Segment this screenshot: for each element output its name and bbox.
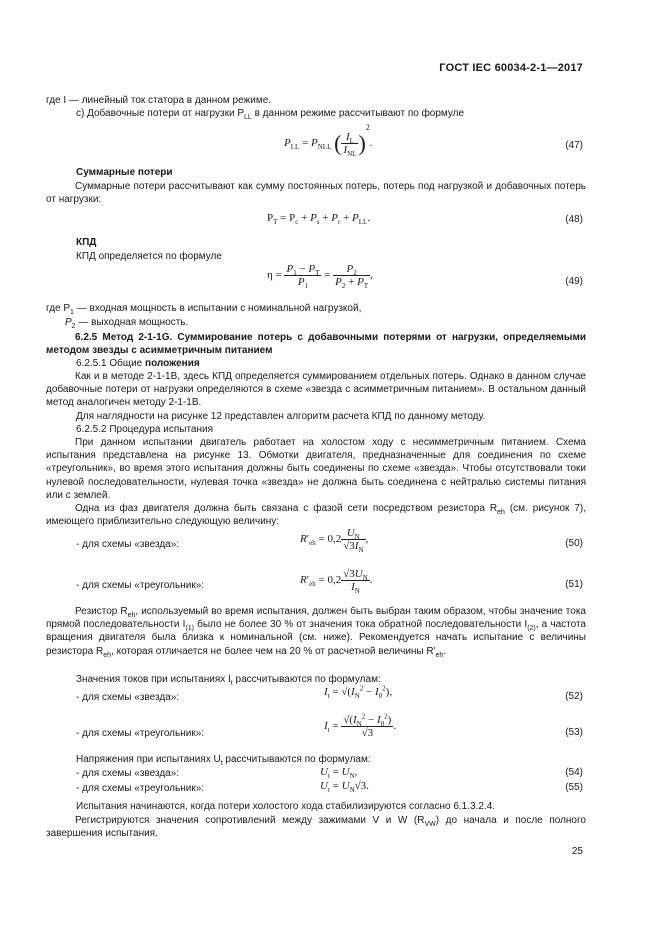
efficiency-heading: КПД <box>76 237 97 248</box>
equation-number-51: (51) <box>565 579 583 590</box>
formula-55: $U_t = U_N√3$. <box>320 780 369 795</box>
total-losses-heading: Суммарные потери <box>76 167 173 178</box>
test-procedure-paragraph: При данном испытании двигатель работает на холостом ходу с несимметричным питанием. Схема испытания представлена на рисунке 13. Обмотки двигателя, предназначенные для соединения по схеме «треугольник», во время этого испытания должны быть соединены по схеме «звезда». Чтобы отсутствовали токи нулевой последовательности, нулевая точка «звезда» не должна быть соединена с нейтралью системы питания или с землей. <box>46 437 586 501</box>
where-p1: где $P_1$ — входная мощность в испытании с номинальной нагрузкой, <box>46 303 362 316</box>
equation-number-49: (49) <box>565 276 583 287</box>
formula-52: $I_t = √(I_N^2 - I_0^2)$, <box>324 684 393 701</box>
equation-number-47: (47) <box>565 140 583 151</box>
section-6-2-5-1-heading: 6.2.5.1 Общие положения <box>76 358 200 369</box>
resistance-recording-paragraph: Регистрируются значения сопротивлений между зажимами V и W $(R_{VW})$ до начала и после полного завершения испытания. <box>46 815 586 840</box>
star-label-50: - для схемы «звезда»: <box>76 539 180 550</box>
equation-number-53: (53) <box>565 727 583 738</box>
phase-resistor-paragraph: Одна из фаз двигателя должна быть связана с фазой сети посредством резистора $R_{eh}$ (см. рисунок 7), имеющего приблизительно следующую величину: <box>46 503 586 528</box>
efficiency-intro: КПД определяется по формуле <box>76 251 222 262</box>
total-losses-paragraph: Суммарные потери рассчитывают как сумму постоянных потерь, потерь под нагрузкой и добавочных потерь от нагрузки: <box>46 181 586 206</box>
test-start-note: Испытания начинаются, когда потери холостого хода стабилизируются согласно 6.1.3.2.4. <box>76 801 496 812</box>
delta-label-53: - для схемы «треугольник»: <box>76 728 205 739</box>
equation-number-55: (55) <box>565 782 583 793</box>
figure-12-note: Для наглядности на рисунке 12 представлен алгоритм расчета КПД по данному методу. <box>76 411 486 422</box>
standard-header: ГОСТ IEC 60034-2-1—2017 <box>439 62 583 74</box>
where-p2: $P_2$ — выходная мощность. <box>65 317 189 330</box>
formula-49: η = $\frac{P_1 - P_T}{P_1}$ = $\frac{P_2}{P_2 + P_T}$ , <box>267 263 373 291</box>
star-label-52: - для схемы «звезда»: <box>76 692 180 703</box>
resistor-selection-paragraph: Резистор $R_{eh}$, используемый во время испытания, должен быть выбран таким образом, чтобы значение тока прямой последовательности $I_{(1)}$ было не более 30 % от значения тока обратной последовательности $I_{(2)}$, а частота вращения двигателя была близка к номинальной (см. ниже). Рекомендуется начать испытание с величины резистора $R_{eh}$, которая отличается не более чем на 20 % от расчетной величины $R'_{eh}$. <box>46 606 586 659</box>
equation-number-48: (48) <box>565 214 583 225</box>
page-number: 25 <box>571 846 583 857</box>
equation-number-54: (54) <box>565 767 583 778</box>
stator-current-note: где I — линейный ток статора в данном режиме. <box>46 95 272 106</box>
formula-48: $P_T = P_c + P_s + P_r + P_{LL}$. <box>267 212 371 227</box>
delta-label-55: - для схемы «треугольник»: <box>76 783 205 794</box>
formula-54: $U_t = U_N$, <box>320 766 358 781</box>
formula-53: $I_t$ = $\frac{√(I_N^2 - I_0^2)}{√3}$ . <box>324 712 397 739</box>
method-paragraph: Как и в методе 2-1-1B, здесь КПД определяется суммированием отдельных потерь. Однако в данном случае добавочные потери от нагрузки определяются в схеме «звезда с асимметричным питанием». В остальном данный метод аналогичен методу 2-1-1B. <box>46 371 586 409</box>
star-label-54: - для схемы «звезда»: <box>76 768 180 779</box>
section-6-2-5-heading: 6.2.5 Метод 2-1-1G. Суммирование потерь с добавочными потерями от нагрузки, определяемыми методом звезды с асимметричным питанием <box>46 332 586 357</box>
formula-47: $P_{LL} = P_{NLL}$ ( $\frac{I_L}{I_{NL}}$ )$^2$. <box>284 123 373 159</box>
added-load-losses-line: с) Добавочные потери от нагрузки $P_{LL}$ в данном режиме рассчитывают по формуле <box>76 108 465 121</box>
formula-50: $R'_{eh} = 0,2$ $\frac{U_N}{√3I_N}$ , <box>300 527 369 555</box>
equation-number-50: (50) <box>565 538 583 549</box>
equation-number-52: (52) <box>565 691 583 702</box>
currents-intro: Значения токов при испытаниях $I_t$ рассчитываются по формулам: <box>76 674 381 687</box>
section-6-2-5-2-heading: 6.2.5.2 Процедура испытания <box>76 424 213 435</box>
formula-51: $R'_{eh} = 0,2$ $\frac{√3U_N}{I_N}$ . <box>300 568 373 596</box>
delta-label-51: - для схемы «треугольник»: <box>76 580 205 591</box>
voltages-intro: Напряжения при испытаниях $U_t$ рассчитываются по формулам: <box>76 754 371 767</box>
